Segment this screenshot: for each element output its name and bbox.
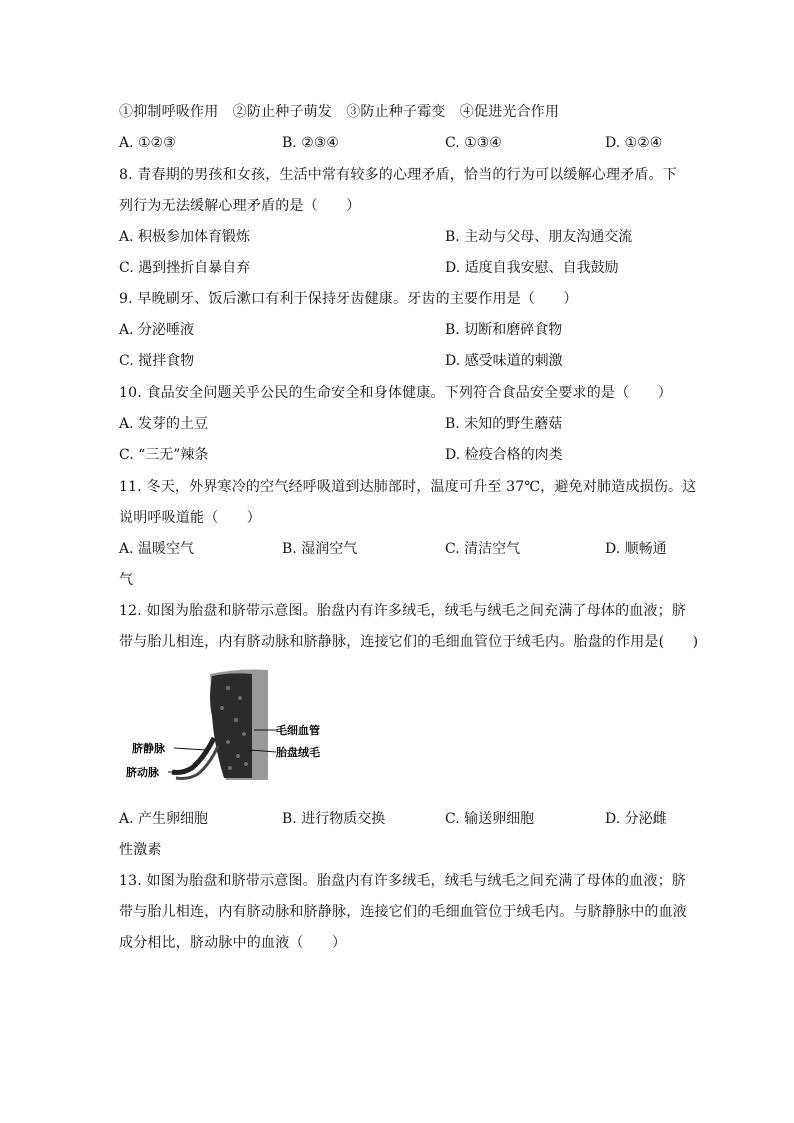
q7-option-c[interactable]: C. ①③④ [445, 135, 502, 151]
label-capillary: 毛细血管 [276, 724, 320, 737]
q12-option-d-wrap: 性激素 [119, 842, 162, 858]
placenta-diagram [118, 668, 334, 784]
q7-option-b[interactable]: B. ②③④ [282, 135, 339, 151]
q9-option-b[interactable]: B. 切断和磨碎食物 [445, 322, 563, 338]
q11-option-d[interactable]: D. 顺畅通 [605, 541, 667, 557]
q9-option-d[interactable]: D. 感受味道的刺激 [445, 353, 563, 369]
q8-stem-line2: 列行为无法缓解心理矛盾的是（ ） [119, 198, 361, 214]
leader-vein [174, 748, 206, 750]
q11-stem-line2: 说明呼吸道能（ ） [119, 510, 261, 526]
q11-option-c[interactable]: C. 清洁空气 [445, 541, 521, 557]
q12-stem-line1: 12. 如图为胎盘和脐带示意图。胎盘内有许多绒毛，绒毛与绒毛之间充满了母体的血液；脐 [119, 603, 687, 619]
q12-option-c[interactable]: C. 输送卵细胞 [445, 811, 535, 827]
q11-option-d-wrap: 气 [119, 572, 134, 588]
label-placental-villi: 胎盘绒毛 [276, 746, 320, 759]
q8-option-a[interactable]: A. 积极参加体育锻炼 [119, 229, 251, 245]
q10-option-b[interactable]: B. 未知的野生蘑菇 [445, 416, 563, 432]
q11-option-a[interactable]: A. 温暖空气 [119, 541, 195, 557]
q11-stem-line1: 11. 冬天，外界寒冷的空气经呼吸道到达肺部时，温度可升至 37℃，避免对肺造成损伤。这 [119, 479, 697, 495]
q13-stem-line1: 13. 如图为胎盘和脐带示意图。胎盘内有许多绒毛，绒毛与绒毛之间充满了母体的血液；脐 [119, 873, 687, 889]
q8-option-d[interactable]: D. 适度自我安慰、自我鼓励 [445, 260, 619, 276]
q7-statements: ①抑制呼吸作用 ②防止种子萌发 ③防止种子霉变 ④促进光合作用 [119, 104, 560, 120]
q9-stem: 9. 早晚刷牙、饭后漱口有利于保持牙齿健康。牙齿的主要作用是（ ） [119, 291, 578, 307]
placenta-umbilical-cord-figure [118, 668, 334, 784]
label-umbilical-vein: 脐静脉 [132, 742, 165, 755]
q13-stem-line2: 带与胎儿相连，内有脐动脉和脐静脉，连接它们的毛细血管位于绒毛内。与脐静脉中的血液 [119, 904, 687, 920]
q7-option-a[interactable]: A. ①②③ [119, 135, 176, 151]
q7-option-d[interactable]: D. ①②④ [605, 135, 663, 151]
q9-option-a[interactable]: A. 分泌唾液 [119, 322, 195, 338]
q12-option-a[interactable]: A. 产生卵细胞 [119, 811, 209, 827]
q9-option-c[interactable]: C. 搅拌食物 [119, 353, 195, 369]
q8-stem-line1: 8. 青春期的男孩和女孩，生活中常有较多的心理矛盾，恰当的行为可以缓解心理矛盾。下 [119, 167, 678, 183]
q13-stem-line3: 成分相比，脐动脉中的血液（ ） [119, 935, 347, 951]
q10-option-a[interactable]: A. 发芽的土豆 [119, 416, 209, 432]
q10-stem: 10. 食品安全问题关乎公民的生命安全和身体健康。下列符合食品安全要求的是（ ） [119, 385, 672, 401]
q8-option-c[interactable]: C. 遇到挫折自暴自弃 [119, 260, 251, 276]
label-umbilical-artery: 脐动脉 [126, 766, 159, 779]
q12-stem-line2: 带与胎儿相连，内有脐动脉和脐静脉，连接它们的毛细血管位于绒毛内。胎盘的作用是( ) [119, 634, 699, 650]
q10-option-c[interactable]: C. “三无”辣条 [119, 447, 209, 463]
q8-option-b[interactable]: B. 主动与父母、朋友沟通交流 [445, 229, 633, 245]
q11-option-b[interactable]: B. 湿润空气 [282, 541, 358, 557]
umbilical-cord [172, 738, 214, 773]
q12-option-b[interactable]: B. 进行物质交换 [282, 811, 386, 827]
q10-option-d[interactable]: D. 检疫合格的肉类 [445, 447, 563, 463]
q12-option-d[interactable]: D. 分泌雌 [605, 811, 667, 827]
